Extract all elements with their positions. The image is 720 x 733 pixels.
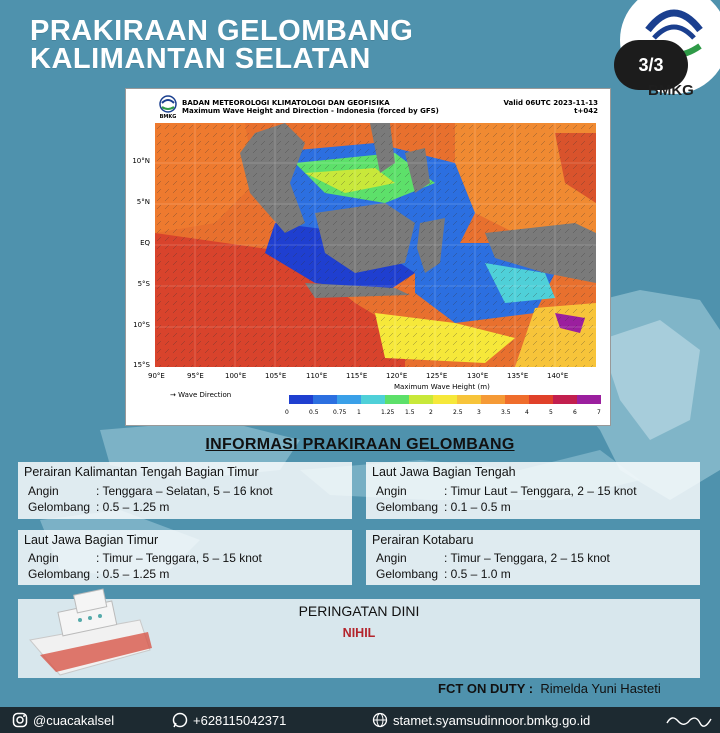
duty-label: FCT ON DUTY : — [438, 681, 534, 696]
lon-label: 135°E — [507, 372, 529, 380]
lon-label: 115°E — [346, 372, 368, 380]
region-card — [366, 462, 700, 519]
warning-title: PERINGATAN DINI — [298, 603, 420, 619]
wind-row: Angin : Timur – Tenggara, 2 – 15 knot — [376, 551, 610, 565]
colorbar-tick-label: 0.5 — [309, 409, 319, 416]
instagram-handle: @cuacakalsel — [33, 713, 115, 728]
colorbar-segment — [481, 395, 505, 404]
colorbar-segment — [505, 395, 529, 404]
colorbar-tick-label: 5 — [549, 409, 553, 416]
region-card — [366, 530, 700, 585]
colorbar-segment — [433, 395, 457, 404]
colorbar-tick-label: 6 — [573, 409, 577, 416]
colorbar-tick-label: 7 — [597, 409, 601, 416]
colorbar-segment — [529, 395, 553, 404]
lat-label: 10°N — [132, 157, 150, 165]
colorbar-tick-label: 2 — [429, 409, 433, 416]
colorbar-tick-label: 3.5 — [501, 409, 511, 416]
website-link[interactable] — [372, 712, 590, 728]
page-title-line2: KALIMANTAN SELATAN — [30, 43, 371, 75]
lon-label: 125°E — [426, 372, 448, 380]
wave-direction-legend — [170, 391, 231, 399]
wave-row: Gelombang : 0.1 – 0.5 m — [376, 500, 511, 514]
map-header-left — [182, 99, 439, 115]
region-name: Laut Jawa Bagian Timur — [24, 533, 159, 547]
wave-height-map — [155, 123, 596, 367]
phone-link[interactable] — [172, 712, 286, 728]
region-name: Perairan Kotabaru — [372, 533, 474, 547]
wind-row: Angin : Tenggara – Selatan, 5 – 16 knot — [28, 484, 273, 498]
colorbar — [289, 395, 601, 404]
phone-number: +628115042371 — [193, 713, 287, 728]
wave-arrow-icon: → — [170, 391, 176, 399]
colorbar-segment — [313, 395, 337, 404]
colorbar-tick-label: 0.75 — [333, 409, 347, 416]
lon-label: 105°E — [265, 372, 287, 380]
lat-label: EQ — [140, 239, 150, 247]
wind-row: Angin : Timur Laut – Tenggara, 2 – 15 knot — [376, 484, 637, 498]
lon-label: 95°E — [187, 372, 204, 380]
lon-label: 130°E — [467, 372, 489, 380]
map-product: Maximum Wave Height and Direction - Indonesia (forced by GFS) — [182, 107, 439, 115]
website-url: stamet.syamsudinnoor.bmkg.go.id — [393, 713, 591, 728]
colorbar-tick-label: 1.25 — [381, 409, 395, 416]
whatsapp-icon — [172, 712, 188, 728]
colorbar-tick-label: 0 — [285, 409, 289, 416]
colorbar-segment — [361, 395, 385, 404]
region-name: Perairan Kalimantan Tengah Bagian Timur — [24, 465, 259, 479]
page-indicator: 3/3 — [614, 40, 688, 90]
colorbar-segment — [337, 395, 361, 404]
signature-mark — [664, 711, 714, 729]
page-title-line1: PRAKIRAAN GELOMBANG — [30, 15, 414, 47]
region-name: Laut Jawa Bagian Tengah — [372, 465, 516, 479]
lon-label: 110°E — [306, 372, 328, 380]
footer-bar — [0, 707, 720, 733]
wave-row: Gelombang : 0.5 – 1.0 m — [376, 567, 511, 581]
ship-illustration — [20, 580, 160, 690]
lon-label: 90°E — [148, 372, 165, 380]
colorbar-segment — [289, 395, 313, 404]
mini-logo-caption: BMKG — [159, 114, 177, 119]
instagram-icon — [12, 712, 28, 728]
lon-label: 120°E — [386, 372, 408, 380]
colorbar-tick-label: 1.5 — [405, 409, 415, 416]
lat-label: 15°S — [133, 361, 150, 369]
duty-name: Rimelda Yuni Hasteti — [540, 681, 661, 696]
colorbar-segment — [457, 395, 481, 404]
wind-row: Angin : Timur – Tenggara, 5 – 15 knot — [28, 551, 262, 565]
section-title: INFORMASI PRAKIRAAN GELOMBANG — [205, 436, 515, 453]
map-header-right — [503, 99, 598, 115]
globe-icon — [372, 712, 388, 728]
colorbar-segment — [409, 395, 433, 404]
wave-direction-label: Wave Direction — [178, 391, 232, 399]
map-valid-time: Valid 06UTC 2023-11-13 — [503, 99, 598, 107]
logo-text: BMKG — [648, 82, 694, 99]
lat-label: 5°N — [136, 198, 150, 206]
forecaster-on-duty — [438, 681, 661, 696]
map-lead-time: t+042 — [574, 107, 598, 115]
bmkg-mini-logo-icon — [158, 95, 178, 119]
lat-label: 5°S — [137, 280, 150, 288]
region-card — [18, 530, 352, 585]
map-agency: BADAN METEOROLOGI KLIMATOLOGI DAN GEOFISIKA — [182, 99, 390, 107]
instagram-link[interactable] — [12, 712, 114, 728]
wave-row: Gelombang : 0.5 – 1.25 m — [28, 500, 170, 514]
wave-row: Gelombang : 0.5 – 1.25 m — [28, 567, 170, 581]
wave-forecast-map-panel — [125, 88, 611, 426]
region-card — [18, 462, 352, 519]
colorbar-title: Maximum Wave Height (m) — [394, 383, 490, 391]
colorbar-tick-label: 3 — [477, 409, 481, 416]
colorbar-tick-label: 4 — [525, 409, 529, 416]
lon-label: 140°E — [547, 372, 569, 380]
colorbar-tick-label: 2.5 — [453, 409, 463, 416]
colorbar-segment — [385, 395, 409, 404]
colorbar-tick-label: 1 — [357, 409, 361, 416]
colorbar-segment — [553, 395, 577, 404]
lon-label: 100°E — [225, 372, 247, 380]
colorbar-segment — [577, 395, 601, 404]
warning-value: NIHIL — [342, 626, 376, 640]
lat-label: 10°S — [133, 321, 150, 329]
